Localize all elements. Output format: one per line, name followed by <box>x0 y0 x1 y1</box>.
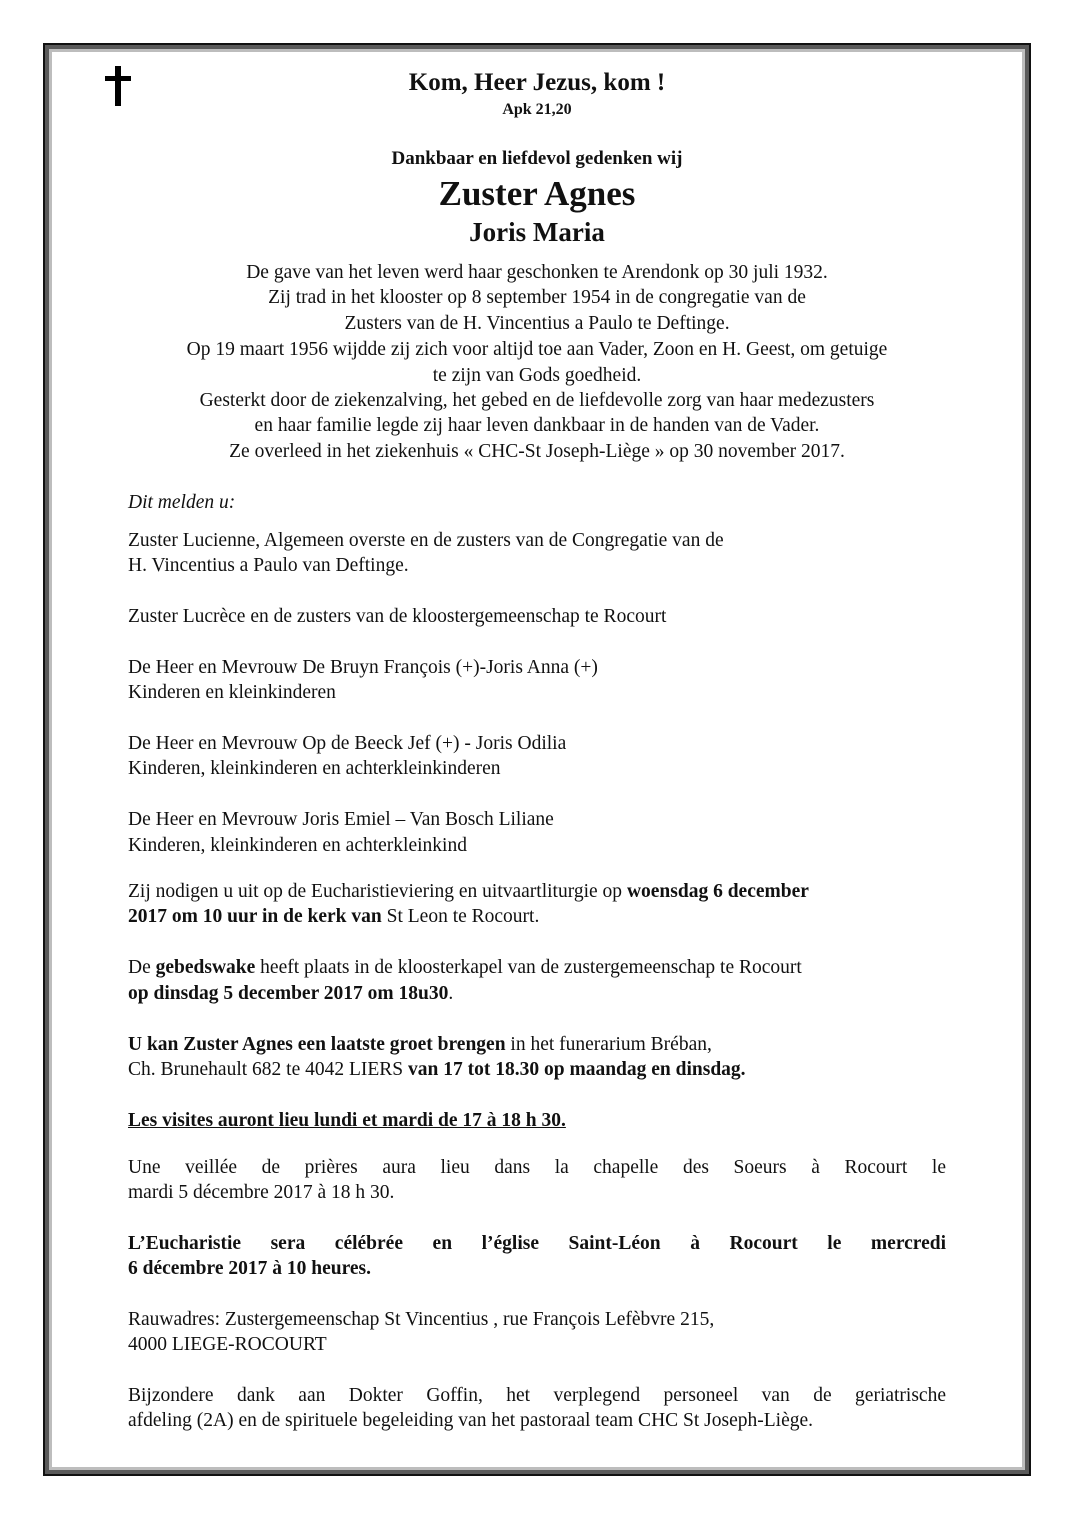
bible-reference: Apk 21,20 <box>502 101 572 118</box>
cross-icon-vertical <box>115 66 121 106</box>
biography-line: Zij trad in het klooster op 8 september 1954 in de congregatie van de <box>268 287 806 308</box>
biography-line: Ze overleed in het ziekenhuis « CHC-St Joseph-Liège » op 30 november 2017. <box>229 441 845 462</box>
address-line-2: 4000 LIEGE-ROCOURT <box>128 1334 327 1355</box>
funeral-line-1 <box>128 879 946 905</box>
wake-place: heeft plaats in de kloosterkapel van de zustergemeenschap te Rocourt <box>255 957 802 978</box>
biography-line: en haar familie legde zij haar leven dankbaar in de handen van de Vader. <box>254 415 820 436</box>
visit-keyword: U kan Zuster Agnes een laatste groet brengen <box>128 1034 506 1055</box>
announcer-line: Kinderen, kleinkinderen en achterkleinkind <box>128 835 467 856</box>
funeral-line-2 <box>128 904 946 930</box>
wake-line-2 <box>128 981 946 1007</box>
thanks-line-1: Bijzondere dank aan Dokter Goffin, het verplegend personeel van de geriatrische <box>128 1385 946 1406</box>
announcer-line: De Heer en Mevrouw Joris Emiel – Van Bosch Liliane <box>128 809 554 830</box>
announcer-line: Zuster Lucienne, Algemeen overste en de zusters van de Congregatie van de <box>128 530 724 551</box>
announcer-line: Zuster Lucrèce en de zusters van de kloostergemeenschap te Rocourt <box>128 606 667 627</box>
biography-line: Op 19 maart 1956 wijdde zij zich voor altijd toe aan Vader, Zoon en H. Geest, om getuige <box>186 339 888 360</box>
visit-line-1 <box>128 1032 946 1058</box>
wake-line-1 <box>128 955 946 981</box>
deceased-name: Zuster Agnes <box>438 174 636 213</box>
announcers-heading-text: Dit melden u: <box>128 492 236 513</box>
biography-line: Zusters van de H. Vincentius a Paulo te Deftinge. <box>344 313 730 334</box>
wake-keyword: gebedswake <box>155 957 256 978</box>
biography-line: te zijn van Gods goedheid. <box>432 365 642 386</box>
intro-line: Dankbaar en liefdevol gedenken wij <box>391 148 683 169</box>
french-mass-line-2: 6 décembre 2017 à 10 heures. <box>128 1258 371 1279</box>
announcer-line: Kinderen, kleinkinderen en achterkleinkinderen <box>128 758 501 779</box>
wake-date: op dinsdag 5 december 2017 om 18u30 <box>128 983 449 1004</box>
wake-period: . <box>448 983 454 1004</box>
announcers-heading <box>128 490 946 516</box>
biography-line: De gave van het leven werd haar geschonken te Arendonk op 30 juli 1932. <box>246 262 828 283</box>
announcer-line: De Heer en Mevrouw De Bruyn François (+)-Joris Anna (+) <box>128 657 598 678</box>
visit-place: in het funerarium Bréban, <box>505 1034 712 1055</box>
civil-name: Joris Maria <box>469 217 605 247</box>
french-visits: Les visites auront lieu lundi et mardi de 17 à 18 h 30. <box>128 1110 566 1131</box>
address-line-1: Rauwadres: Zustergemeenschap St Vincentius , rue François Lefèbvre 215, <box>128 1309 715 1330</box>
announcer-line: H. Vincentius a Paulo van Deftinge. <box>128 555 409 576</box>
visit-line-2 <box>128 1057 946 1083</box>
visit-hours: van 17 tot 18.30 op maandag en dinsdag. <box>408 1059 746 1080</box>
funeral-date: woensdag 6 december <box>626 881 809 902</box>
thanks-line-2: afdeling (2A) en de spirituele begeleiding van het pastoraal team CHC St Joseph-Liège. <box>128 1410 814 1431</box>
announcer-line: De Heer en Mevrouw Op de Beeck Jef (+) - Joris Odilia <box>128 733 567 754</box>
french-mass-line-1: L’Eucharistie sera célébrée en l’église Saint-Léon à Rocourt le mercredi <box>128 1233 946 1254</box>
visit-address: Ch. Brunehault 682 te 4042 LIERS <box>128 1059 409 1080</box>
motto: Kom, Heer Jezus, kom ! <box>408 69 666 96</box>
funeral-time: 2017 om 10 uur in de kerk van <box>128 906 382 927</box>
wake-text: De <box>128 957 156 978</box>
french-vigil-line-1: Une veillée de prières aura lieu dans la chapelle des Soeurs à Rocourt le <box>128 1157 946 1178</box>
biography-line: Gesterkt door de ziekenzalving, het gebed en de liefdevolle zorg van haar medezusters <box>199 390 875 411</box>
french-vigil-line-2: mardi 5 décembre 2017 à 18 h 30. <box>128 1182 395 1203</box>
funeral-text: Zij nodigen u uit op de Eucharistieviering en uitvaartliturgie op <box>128 881 627 902</box>
funeral-church: St Leon te Rocourt. <box>381 906 540 927</box>
announcer-line: Kinderen en kleinkinderen <box>128 682 336 703</box>
